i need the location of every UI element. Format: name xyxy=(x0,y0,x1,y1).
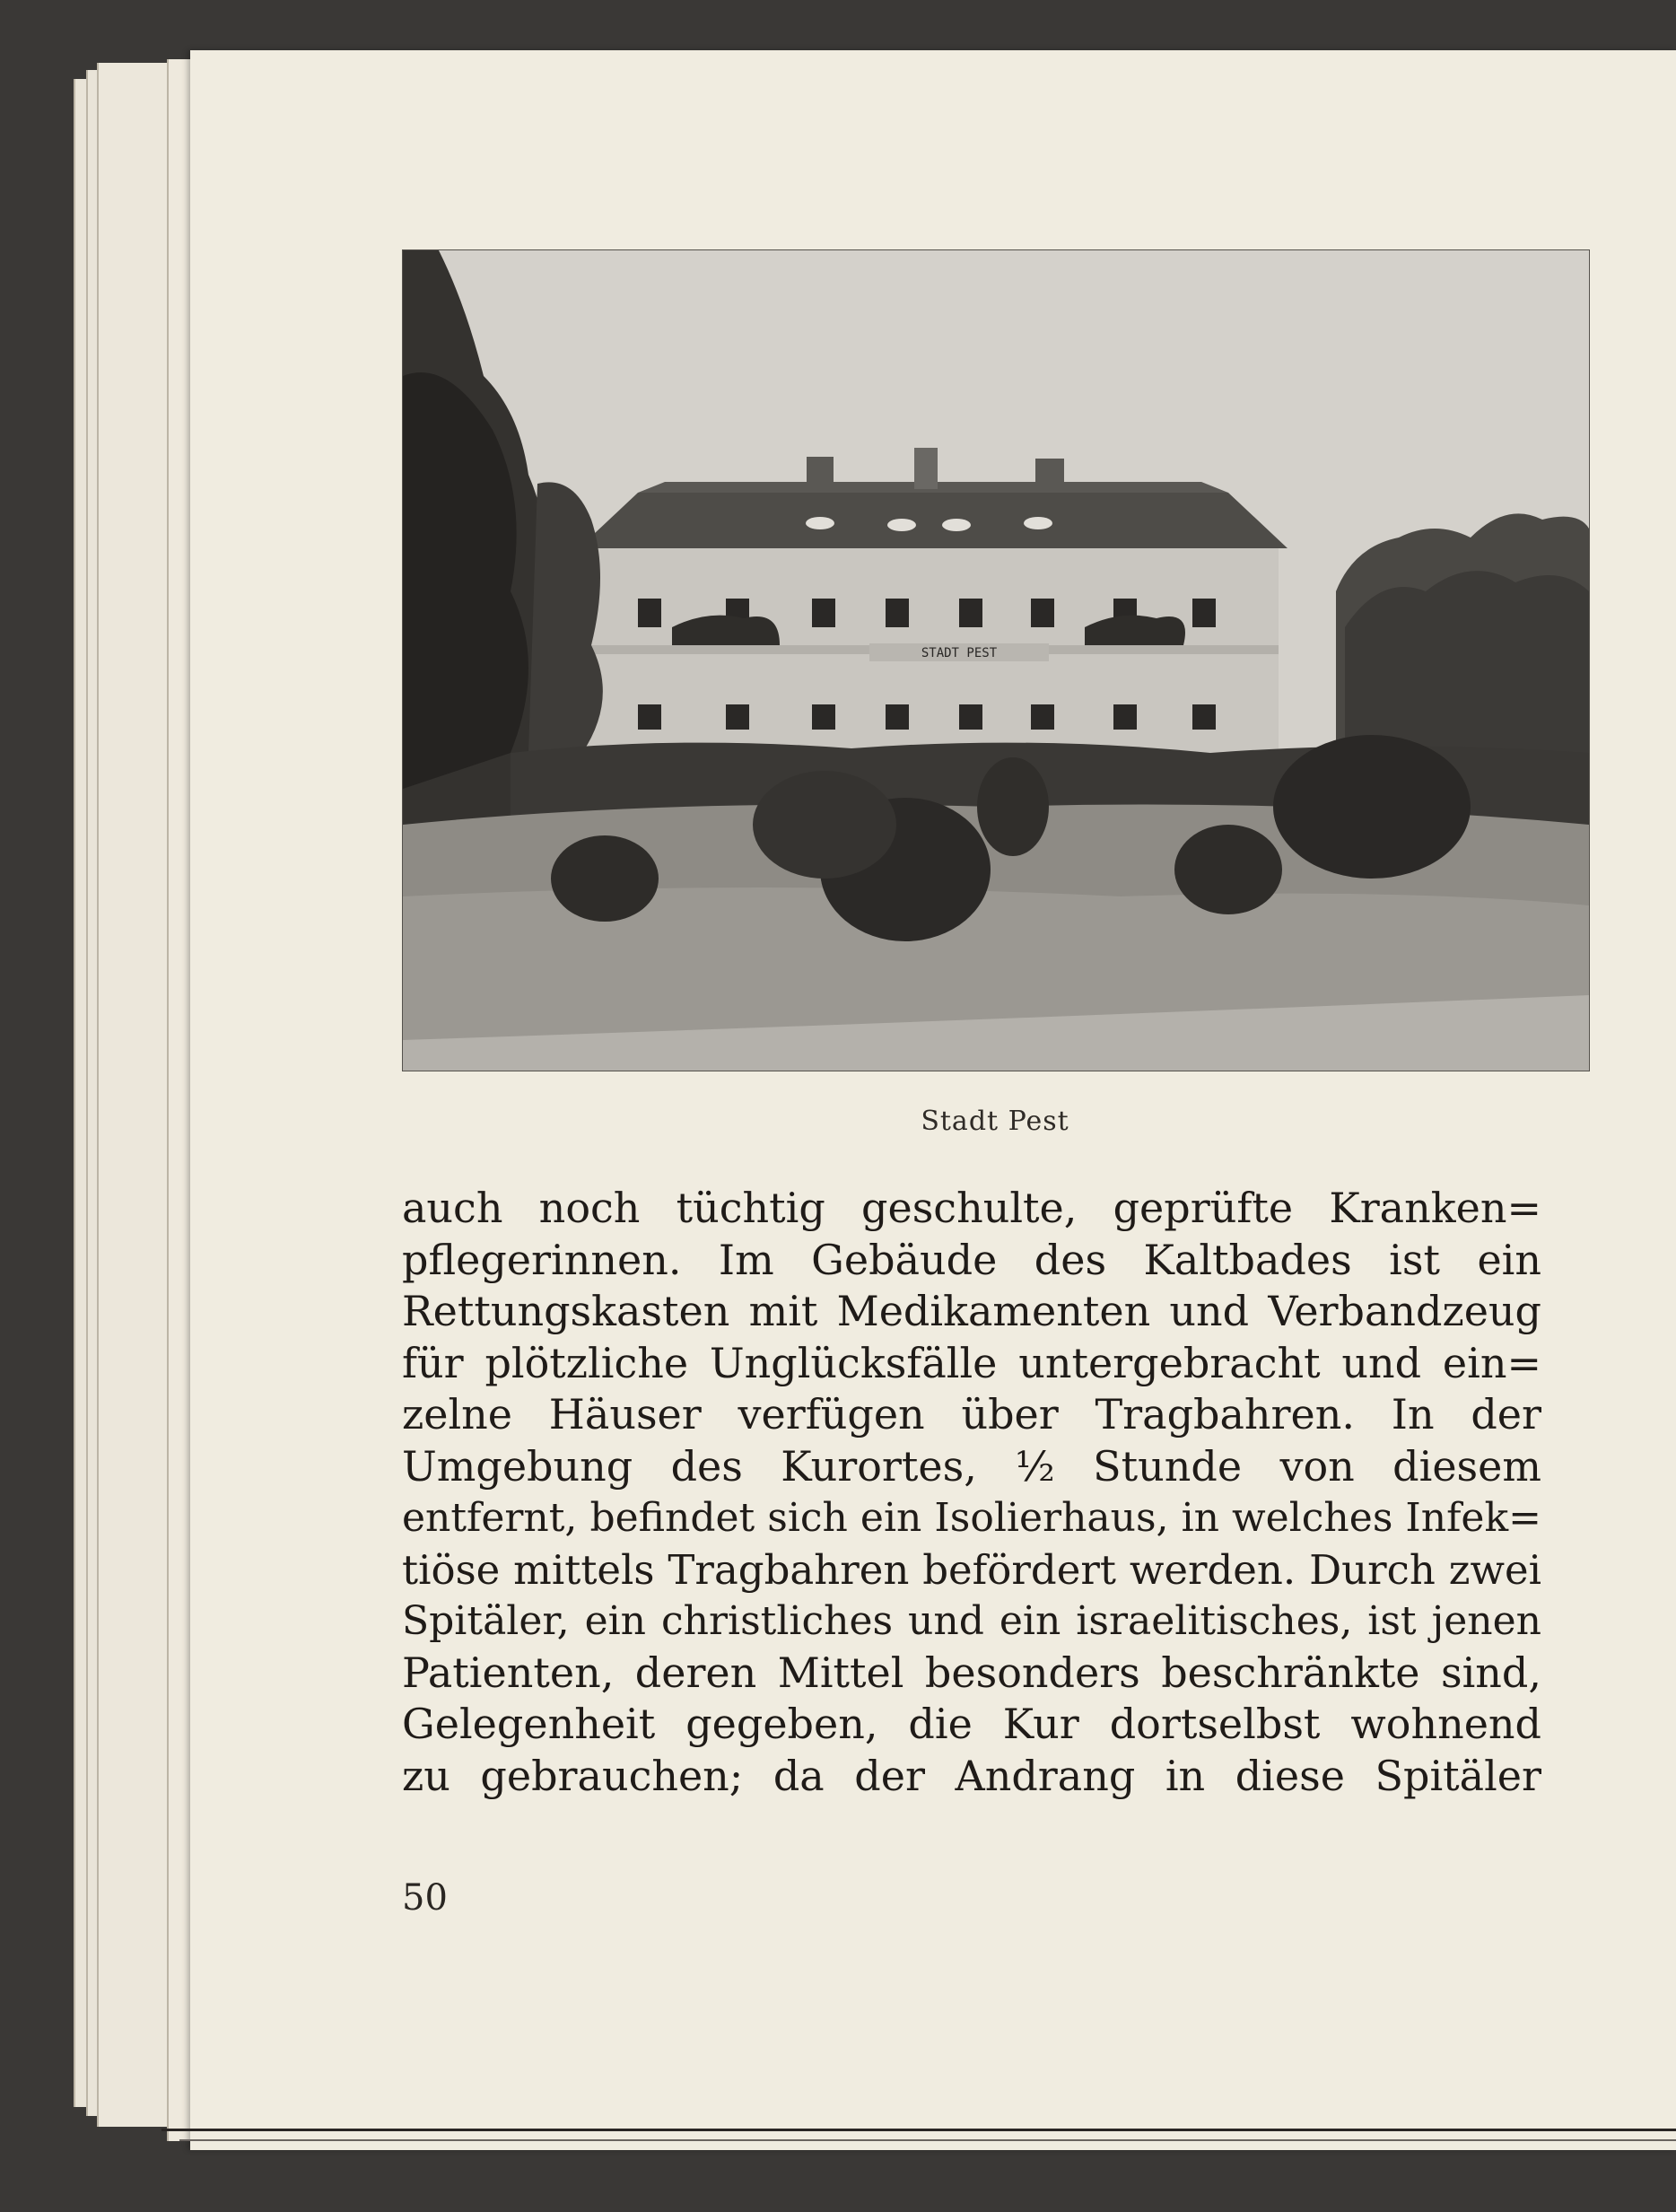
building-sign: STADT PEST xyxy=(921,646,998,660)
text-line: Gelegenheit gegeben, die Kur dortselbst wohnend xyxy=(402,1700,1541,1748)
page-edge-line xyxy=(179,2139,1676,2141)
text-line: pflegerinnen. Im Gebäude des Kaltbades ist ein xyxy=(402,1235,1541,1284)
text-line: Spitäler, ein christliches und ein israelitisches, ist jenen xyxy=(402,1598,1541,1644)
page-edge-line xyxy=(161,2129,1676,2131)
text-line: Rettungskasten mit Medikamenten und Verbandzeug xyxy=(402,1287,1541,1335)
text-line: Umgebung des Kurortes, ½ Stunde von diesem xyxy=(402,1441,1541,1491)
body-paragraph xyxy=(402,1183,1541,1802)
text-line: entfernt, befindet sich ein Isolierhaus, in welches Infek= xyxy=(402,1495,1541,1541)
text-line: auch noch tüchtig geschulte, geprüfte Kranken= xyxy=(402,1184,1541,1232)
text-line: für plötzliche Unglücksfälle untergebracht und ein= xyxy=(402,1338,1541,1387)
text-line: zu gebrauchen; da der Andrang in diese Spitäler xyxy=(402,1751,1541,1800)
text-line: zelne Häuser verfügen über Tragbahren. In der xyxy=(402,1390,1541,1438)
photo-caption: Stadt Pest xyxy=(921,1106,1069,1137)
photograph-stadt-pest xyxy=(402,249,1590,1071)
page-number: 50 xyxy=(402,1877,448,1919)
text-line: Patienten, deren Mittel besonders beschränkte sind, xyxy=(402,1648,1541,1697)
text-line: tiöse mittels Tragbahren befördert werden. Durch zwei xyxy=(402,1545,1541,1594)
